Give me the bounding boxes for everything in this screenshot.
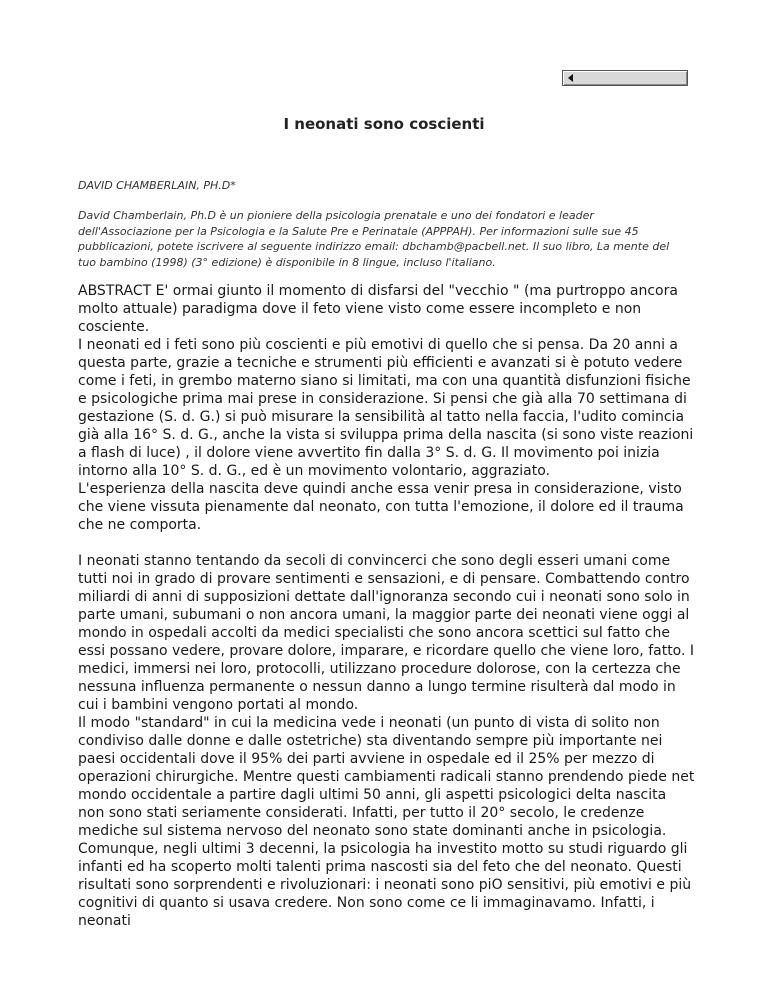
document-title: I neonati sono coscienti (283, 115, 485, 133)
paragraph: L'esperienza della nascita deve quindi anche essa venir presa in considerazione, visto che viene vissuta pienamente dal neonato, con tutta l'emozione, il dolore ed il trauma che ne comporta. (78, 481, 684, 533)
article-body (78, 282, 696, 930)
left-arrow-icon[interactable] (568, 74, 573, 82)
paragraph: Il modo "standard" in cui la medicina vede i neonati (un punto di vista di solito non condiviso dalle donne e dalle ostetriche) sta diventando sempre più importante nei paesi occidentali dove il 95% dei parti avviene in ospedale ed il 25% per mezzo di operazioni chirurgiche. Mentre questi cambiamenti radicali stanno prendendo piede net mondo occidentale a partire dagli ultimi 50 anni, gli aspetti psicologici delta nascita non sono stati seriamente considerati. Infatti, per tutto il 20° secolo, le credenze mediche sul sistema nervoso del neonato sono state dominanti anche in psicologia. Comunque, negli ultimi 3 decenni, la psicologia ha investito motto su studi riguardo gli infanti ed ha scoperto molti talenti prima nascosti sia del feto che del neonato. Questi risultati sono sorprendenti e rivoluzionari: i neonati sono piO sensitivi, più emotivi e più cognitivi di quanto si usava credere. Non sono come ce li immaginavamo. Infatti, i neonati (78, 715, 695, 929)
paragraph-abstract: ABSTRACT E' ormai giunto il momento di disfarsi del "vecchio " (ma purtroppo ancora molto attuale) paradigma dove il feto viene visto come essere incompleto e non cosciente. (78, 283, 678, 335)
paragraph: I neonati stanno tentando da secoli di convincerci che sono degli esseri umani come tutti noi in grado di provare sentimenti e sensazioni, e di pensare. Combattendo contro miliardi di anni di supposizioni dettate dall'ignoranza secondo cui i neonati sono solo in parte umani, subumani o non ancora umani, la maggior parte dei neonati viene oggi al mondo in ospedali accolti da medici specialisti che sono ancora scettici sul fatto che essi possano vedere, provare dolore, imparare, e ricordare quello che viene loro, fatto. I medici, immersi nei loro, protocolli, utilizzano procedure dolorose, con la certezza che nessuna influenza permanente o nessun danno a lungo termine risulterà dal modo in cui i bambini vengono portati al mondo. (78, 553, 695, 713)
navigation-scroll-widget[interactable] (562, 70, 688, 86)
author-bio: David Chamberlain, Ph.D è un pioniere della psicologia prenatale e uno dei fondatori e leader dell'Associazione per la Psicologia e la Salute Pre e Perinatale (APPPAH). Per informazioni sulle sue 45 pubblicazioni, potete iscrivere al seguente indirizzo email: dbchamb@pacbell.net. Il suo libro, La mente del tuo bambino (1998) (3° edizione) è disponibile in 8 lingue, incluso l'italiano. (78, 209, 670, 269)
author-name: DAVID CHAMBERLAIN, PH.D* (78, 179, 236, 192)
paragraph: I neonati ed i feti sono più coscienti e più emotivi di quello che si pensa. Da 20 anni a questa parte, grazie a tecniche e strumenti più efficienti e avanzati si è potuto vedere come i feti, in grembo materno siano si limitati, ma con una quantità disfunzioni fisiche e psicologiche prima mai prese in considerazione. Si pensi che già alla 70 settimana di gestazione (S. d. G.) si può misurare la sensibilità al tatto nella faccia, l'udito comincia già alla 16° S. d. G., anche la vista si sviluppa prima della nascita (si sono viste reazioni a flash di luce) , il dolore viene avvertito fin dalla 3° S. d. G. Il movimento poi inizia intorno alla 10° S. d. G., ed è un movimento volontario, aggraziato. (78, 337, 694, 479)
